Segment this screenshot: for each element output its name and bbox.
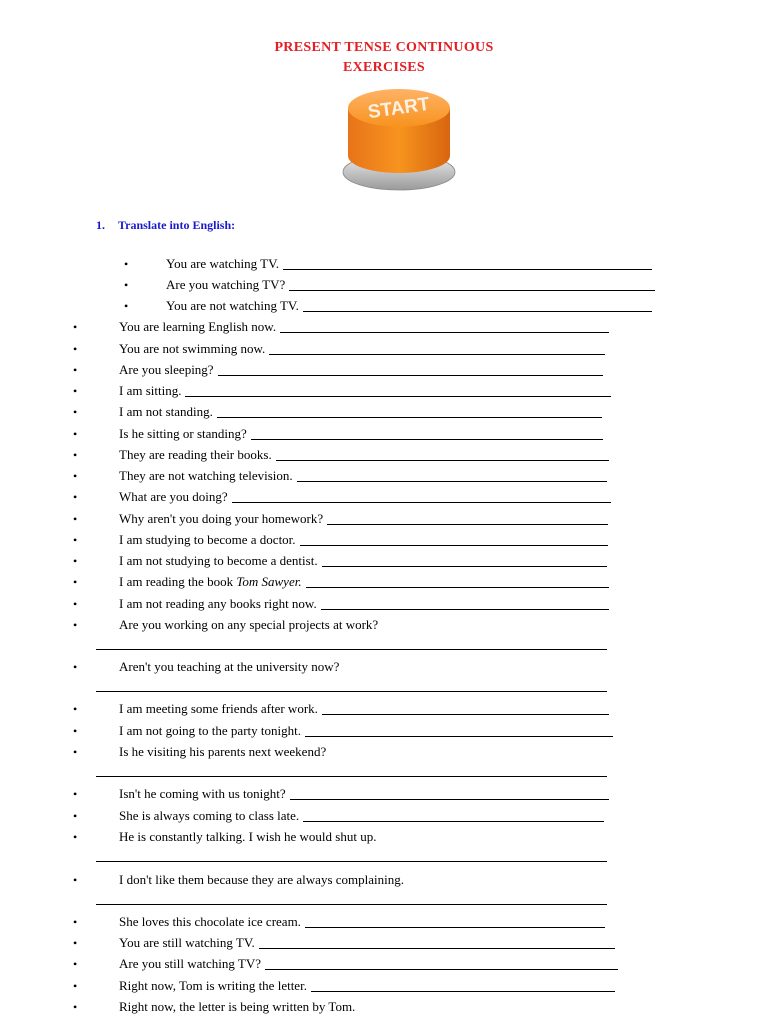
answer-blank[interactable] (276, 460, 609, 461)
exercise-item: I am meeting some friends after work. (119, 701, 318, 716)
answer-blank[interactable] (269, 354, 605, 355)
answer-blank[interactable] (303, 821, 604, 822)
bullet: • (73, 618, 78, 632)
bullet: • (73, 427, 78, 441)
answer-blank[interactable] (280, 332, 609, 333)
answer-blank[interactable] (300, 545, 608, 546)
section-heading (96, 218, 235, 233)
exercise-item: I am reading the book Tom Sawyer. (119, 574, 302, 589)
answer-blank[interactable] (297, 481, 607, 482)
answer-blank[interactable] (306, 587, 609, 588)
bullet: • (73, 597, 78, 611)
start-label: START (366, 93, 431, 124)
bullet: • (73, 745, 78, 759)
exercise-item: Right now, the letter is being written by Tom. (119, 999, 356, 1014)
answer-blank[interactable] (290, 799, 609, 800)
bullet: • (73, 575, 78, 589)
bullet: • (73, 660, 78, 674)
exercise-item: Are you working on any special projects at work? (119, 617, 379, 632)
exercise-item: Why aren't you doing your homework? (119, 511, 324, 526)
exercise-item: You are not swimming now. (119, 341, 266, 356)
answer-blank[interactable] (96, 649, 607, 650)
start-button-image (338, 84, 460, 194)
bullet: • (73, 554, 78, 568)
exercise-item: Are you still watching TV? (119, 956, 262, 971)
bullet: • (73, 936, 78, 950)
answer-blank[interactable] (283, 269, 652, 270)
answer-blank[interactable] (303, 311, 652, 312)
book-title: Tom Sawyer. (236, 574, 302, 589)
bullet: • (73, 448, 78, 462)
answer-blank[interactable] (232, 502, 611, 503)
exercise-item: Right now, Tom is writing the letter. (119, 978, 307, 993)
sub-item: Are you watching TV? (166, 277, 286, 292)
answer-blank[interactable] (327, 524, 608, 525)
answer-blank[interactable] (305, 927, 605, 928)
exercise-item: She loves this chocolate ice cream. (119, 914, 301, 929)
bullet: • (124, 257, 129, 271)
exercise-item: Is he visiting his parents next weekend? (119, 744, 327, 759)
exercise-item: You are learning English now. (119, 319, 277, 334)
answer-blank[interactable] (322, 566, 607, 567)
answer-blank[interactable] (305, 736, 613, 737)
bullet: • (73, 979, 78, 993)
answer-blank[interactable] (321, 609, 609, 610)
bullet: • (73, 405, 78, 419)
answer-blank[interactable] (96, 861, 607, 862)
bullet: • (124, 299, 129, 313)
section-number: 1. (96, 218, 105, 232)
answer-blank[interactable] (259, 948, 615, 949)
bullet: • (73, 490, 78, 504)
exercise-item: She is always coming to class late. (119, 808, 300, 823)
sub-item: You are not watching TV. (166, 298, 299, 313)
exercise-item: I am not going to the party tonight. (119, 723, 301, 738)
sub-item: You are watching TV. (166, 256, 280, 271)
exercise-item: Isn't he coming with us tonight? (119, 786, 286, 801)
bullet: • (73, 809, 78, 823)
bullet: • (73, 469, 78, 483)
exercise-item: Are you sleeping? (119, 362, 214, 377)
answer-blank[interactable] (251, 439, 603, 440)
bullet: • (73, 724, 78, 738)
bullet: • (73, 702, 78, 716)
page-title-line-1: PRESENT TENSE CONTINUOUS (274, 40, 494, 55)
bullet: • (73, 533, 78, 547)
page-title-line-2: EXERCISES (342, 60, 426, 75)
exercise-item: What are you doing? (119, 489, 228, 504)
exercise-item: I am not reading any books right now. (119, 596, 317, 611)
bullet: • (73, 1000, 78, 1014)
exercise-item: They are reading their books. (119, 447, 272, 462)
answer-blank[interactable] (265, 969, 618, 970)
bullet: • (73, 957, 78, 971)
bullet: • (73, 342, 78, 356)
bullet: • (73, 873, 78, 887)
answer-blank[interactable] (96, 904, 607, 905)
exercise-item: I am not studying to become a dentist. (119, 553, 318, 568)
exercise-item: He is constantly talking. I wish he would shut up. (119, 829, 377, 844)
answer-blank[interactable] (322, 714, 609, 715)
answer-blank[interactable] (185, 396, 611, 397)
exercise-item: I am sitting. (119, 383, 182, 398)
exercise-item: I am studying to become a doctor. (119, 532, 296, 547)
answer-blank[interactable] (311, 991, 615, 992)
answer-blank[interactable] (289, 290, 655, 291)
answer-blank[interactable] (217, 417, 602, 418)
bullet: • (124, 278, 129, 292)
bullet: • (73, 512, 78, 526)
answer-blank[interactable] (96, 691, 607, 692)
answer-blank[interactable] (96, 776, 607, 777)
bullet: • (73, 915, 78, 929)
bullet: • (73, 787, 78, 801)
exercise-item: Is he sitting or standing? (119, 426, 247, 441)
exercise-item: I am not standing. (119, 404, 213, 419)
section-heading-text: Translate into English: (118, 218, 236, 232)
exercise-item: You are still watching TV. (119, 935, 255, 950)
bullet: • (73, 830, 78, 844)
bullet: • (73, 384, 78, 398)
bullet: • (73, 363, 78, 377)
exercise-item: Aren't you teaching at the university now? (119, 659, 340, 674)
answer-blank[interactable] (218, 375, 603, 376)
exercise-item: They are not watching television. (119, 468, 293, 483)
bullet: • (73, 320, 78, 334)
exercise-item: I don't like them because they are always complaining. (119, 872, 404, 887)
